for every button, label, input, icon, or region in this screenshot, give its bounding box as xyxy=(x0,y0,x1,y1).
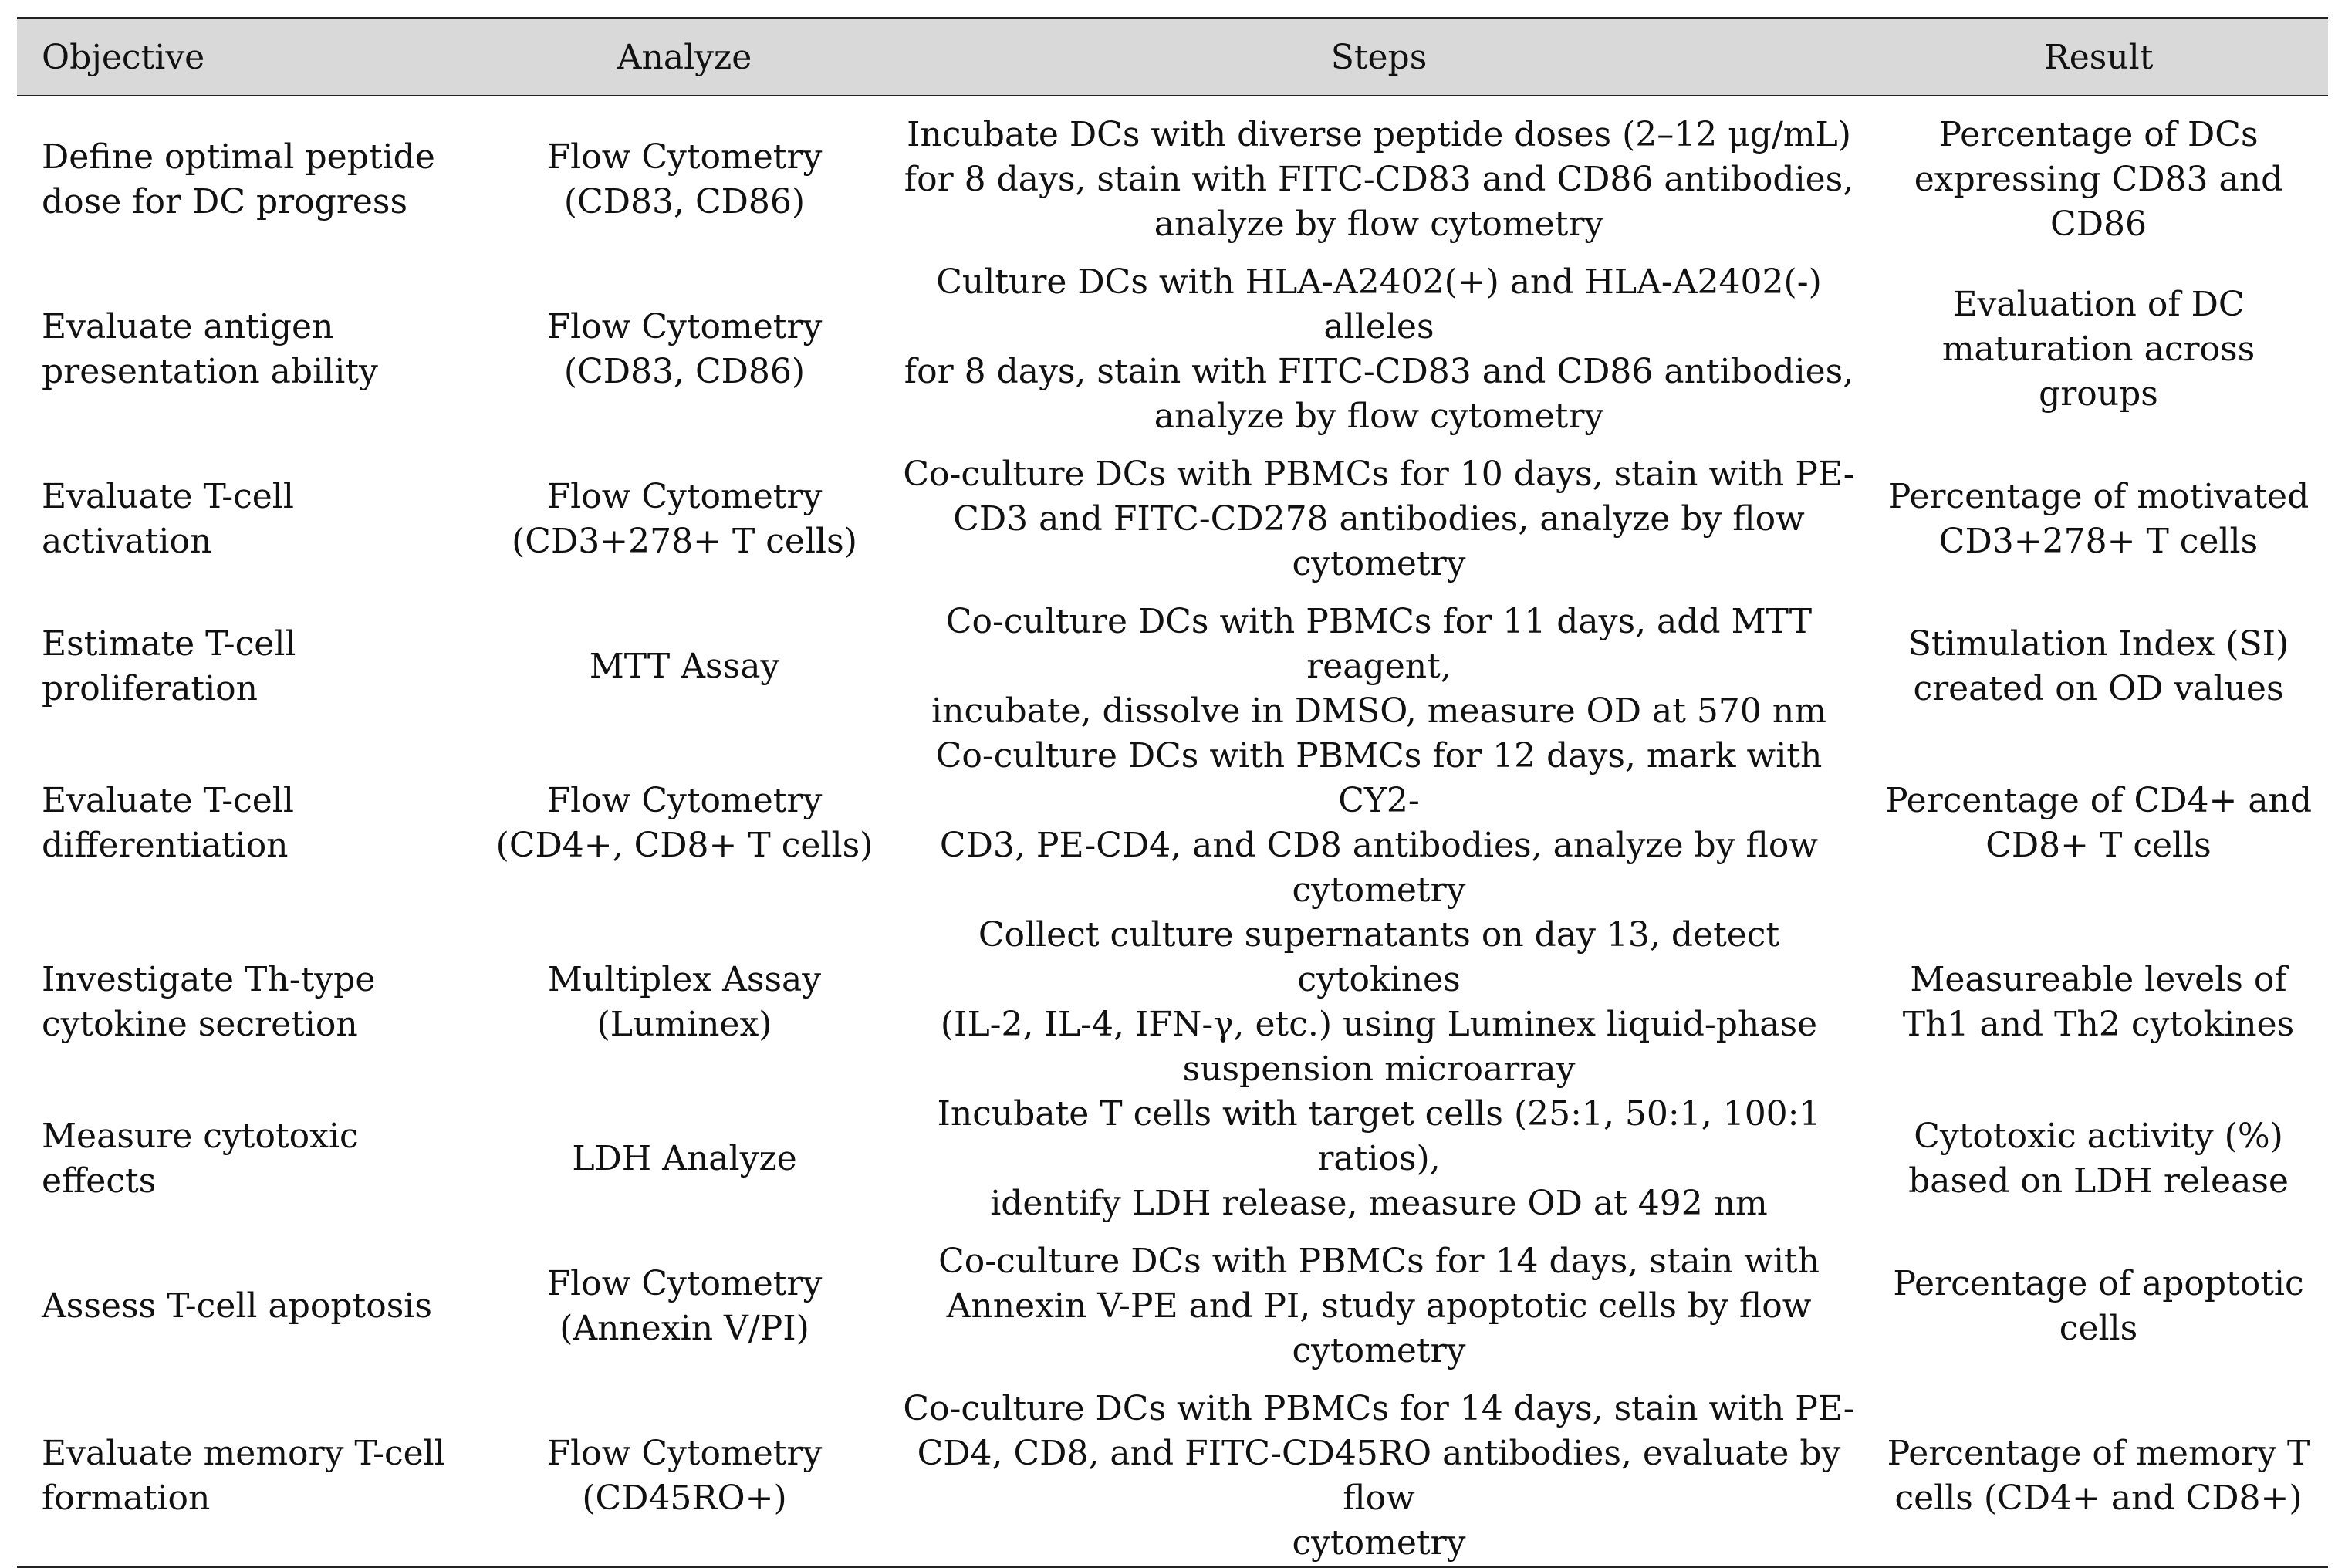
cell-result-line: based on LDH release xyxy=(1908,1161,2289,1201)
cell-objective-line: Evaluate antigen xyxy=(42,307,334,346)
cell-analyze xyxy=(480,96,889,260)
cell-objective xyxy=(17,1226,480,1387)
cell-objective-line: Measure cytotoxic xyxy=(42,1117,359,1156)
cell-analyze-line: (CD3+278+ T cells) xyxy=(512,522,857,561)
table-row xyxy=(17,913,2328,1092)
cell-analyze-line: LDH Analyze xyxy=(572,1139,797,1178)
table-row xyxy=(17,260,2328,439)
cell-analyze-line: Flow Cytometry xyxy=(546,477,823,516)
table-row xyxy=(17,96,2328,260)
cell-objective-line: Evaluate T-cell xyxy=(42,477,294,516)
cell-result-line: CD8+ T cells xyxy=(1985,826,2212,865)
cell-result-line: Stimulation Index (SI) xyxy=(1907,624,2289,664)
cell-steps-line: cytometry xyxy=(1292,544,1466,583)
cell-analyze xyxy=(480,1226,889,1387)
cell-steps xyxy=(889,913,1869,1092)
cell-result xyxy=(1869,96,2328,260)
cell-analyze-line: (Luminex) xyxy=(596,1005,772,1044)
cell-steps-line: Co-culture DCs with PBMCs for 14 days, stain with xyxy=(938,1242,1820,1281)
table-row xyxy=(17,439,2328,600)
cell-result-line: Percentage of memory T xyxy=(1887,1434,2310,1473)
cell-result xyxy=(1869,439,2328,600)
cell-objective xyxy=(17,96,480,260)
cell-objective-line: Estimate T-cell xyxy=(42,624,296,664)
cell-steps-line: CD3, PE-CD4, and CD8 antibodies, analyze by flow xyxy=(939,826,1819,865)
cell-analyze xyxy=(480,260,889,439)
cell-result xyxy=(1869,1387,2328,1567)
cell-result-line: maturation across xyxy=(1941,329,2255,369)
cell-steps-line: Co-culture DCs with PBMCs for 11 days, add MTT reagent, xyxy=(945,602,1813,686)
cell-result-line: Th1 and Th2 cytokines xyxy=(1902,1005,2295,1044)
cell-steps-line: suspension microarray xyxy=(1182,1049,1576,1089)
cell-result-line: cells xyxy=(2059,1309,2138,1348)
cell-objective xyxy=(17,600,480,734)
methods-table-container xyxy=(17,17,2328,1568)
cell-result-line: Cytotoxic activity (%) xyxy=(1914,1117,2283,1156)
cell-objective-line: effects xyxy=(42,1161,157,1201)
cell-analyze-line: Flow Cytometry xyxy=(546,781,823,820)
cell-steps-line: Incubate T cells with target cells (25:1, 50:1, 100:1 ratios), xyxy=(937,1094,1821,1178)
cell-objective xyxy=(17,1092,480,1226)
table-row xyxy=(17,1092,2328,1226)
header-steps: Steps xyxy=(1330,37,1428,77)
cell-result-line: created on OD values xyxy=(1913,669,2284,708)
cell-steps xyxy=(889,1226,1869,1387)
cell-result xyxy=(1869,1092,2328,1226)
cell-steps-line: Collect culture supernatants on day 13, detect cytokines xyxy=(978,915,1780,999)
cell-objective-line: differentiation xyxy=(42,826,289,865)
cell-steps-line: cytometry xyxy=(1292,1523,1466,1563)
cell-result-line: Measureable levels of xyxy=(1910,960,2287,999)
table-body xyxy=(17,96,2328,1567)
cell-steps xyxy=(889,439,1869,600)
cell-objective xyxy=(17,260,480,439)
cell-result xyxy=(1869,913,2328,1092)
cell-steps-line: Co-culture DCs with PBMCs for 14 days, stain with PE- xyxy=(903,1389,1855,1428)
header-objective: Objective xyxy=(42,37,205,77)
table-row xyxy=(17,1387,2328,1567)
cell-steps-line: cytometry xyxy=(1292,870,1466,910)
cell-steps-line: analyze by flow cytometry xyxy=(1154,397,1604,436)
cell-analyze-line: Flow Cytometry xyxy=(546,307,823,346)
cell-objective xyxy=(17,913,480,1092)
cell-steps-line: for 8 days, stain with FITC-CD83 and CD86 antibodies, xyxy=(904,160,1854,199)
cell-analyze-line: (Annexin V/PI) xyxy=(559,1309,809,1348)
cell-analyze-line: Multiplex Assay xyxy=(547,960,822,999)
cell-result-line: Percentage of CD4+ and xyxy=(1884,781,2313,820)
cell-steps-line: Incubate DCs with diverse peptide doses (2–12 μg/mL) xyxy=(907,115,1851,154)
cell-objective-line: Assess T-cell apoptosis xyxy=(42,1286,432,1326)
cell-objective xyxy=(17,1387,480,1567)
cell-steps-line: Annexin V-PE and PI, study apoptotic cells by flow xyxy=(946,1286,1812,1326)
cell-result xyxy=(1869,734,2328,913)
cell-result-line: cells (CD4+ and CD8+) xyxy=(1894,1478,2303,1518)
cell-result xyxy=(1869,600,2328,734)
cell-result-line: CD3+278+ T cells xyxy=(1938,522,2259,561)
cell-objective-line: activation xyxy=(42,522,212,561)
cell-analyze-line: MTT Assay xyxy=(589,647,780,686)
cell-result-line: expressing CD83 and xyxy=(1914,160,2283,199)
cell-objective xyxy=(17,439,480,600)
cell-objective-line: formation xyxy=(42,1478,211,1518)
cell-steps xyxy=(889,1387,1869,1567)
cell-analyze-line: (CD83, CD86) xyxy=(563,352,806,391)
cell-analyze-line: (CD83, CD86) xyxy=(563,182,806,221)
cell-steps-line: identify LDH release, measure OD at 492 nm xyxy=(990,1184,1768,1223)
cell-analyze xyxy=(480,734,889,913)
table-header-row xyxy=(17,19,2328,96)
cell-objective-line: dose for DC progress xyxy=(42,182,408,221)
table-row xyxy=(17,600,2328,734)
cell-analyze xyxy=(480,1092,889,1226)
cell-steps-line: CD3 and FITC-CD278 antibodies, analyze by flow xyxy=(953,499,1805,539)
cell-analyze-line: Flow Cytometry xyxy=(546,1264,823,1303)
cell-result xyxy=(1869,260,2328,439)
cell-result xyxy=(1869,1226,2328,1387)
cell-result-line: Evaluation of DC xyxy=(1952,285,2245,324)
cell-steps-line: CD4, CD8, and FITC-CD45RO antibodies, evaluate by flow xyxy=(917,1434,1841,1518)
cell-objective-line: Evaluate memory T-cell xyxy=(42,1434,445,1473)
cell-objective-line: Define optimal peptide xyxy=(42,137,435,177)
cell-steps-line: Co-culture DCs with PBMCs for 12 days, mark with CY2- xyxy=(935,736,1823,820)
cell-analyze-line: Flow Cytometry xyxy=(546,137,823,177)
cell-analyze xyxy=(480,439,889,600)
cell-analyze xyxy=(480,913,889,1092)
cell-objective-line: presentation ability xyxy=(42,352,378,391)
table-row xyxy=(17,1226,2328,1387)
cell-analyze-line: (CD4+, CD8+ T cells) xyxy=(495,826,873,865)
cell-steps-line: cytometry xyxy=(1292,1331,1466,1370)
header-analyze: Analyze xyxy=(617,37,752,77)
cell-steps-line: analyze by flow cytometry xyxy=(1154,204,1604,244)
header-result: Result xyxy=(2043,37,2154,77)
cell-result-line: CD86 xyxy=(2050,204,2147,244)
cell-steps xyxy=(889,260,1869,439)
cell-steps xyxy=(889,734,1869,913)
cell-analyze-line: (CD45RO+) xyxy=(582,1478,787,1518)
cell-result-line: Percentage of DCs xyxy=(1938,115,2259,154)
cell-objective-line: proliferation xyxy=(42,669,258,708)
table-row xyxy=(17,734,2328,913)
cell-steps xyxy=(889,96,1869,260)
cell-steps-line: Co-culture DCs with PBMCs for 10 days, stain with PE- xyxy=(903,455,1855,494)
cell-result-line: Percentage of apoptotic xyxy=(1893,1264,2304,1303)
methods-table xyxy=(17,17,2328,1568)
cell-steps-line: (IL-2, IL-4, IFN-γ, etc.) using Luminex liquid-phase xyxy=(940,1005,1818,1044)
cell-analyze xyxy=(480,600,889,734)
cell-analyze-line: Flow Cytometry xyxy=(546,1434,823,1473)
cell-objective-line: Investigate Th-type xyxy=(42,960,376,999)
cell-steps xyxy=(889,1092,1869,1226)
cell-objective-line: Evaluate T-cell xyxy=(42,781,294,820)
cell-result-line: groups xyxy=(2039,374,2158,414)
cell-objective-line: cytokine secretion xyxy=(42,1005,358,1044)
cell-objective xyxy=(17,734,480,913)
cell-result-line: Percentage of motivated xyxy=(1887,477,2310,516)
cell-steps xyxy=(889,600,1869,734)
cell-steps-line: Culture DCs with HLA-A2402(+) and HLA-A2402(-) alleles xyxy=(936,262,1822,346)
cell-steps-line: for 8 days, stain with FITC-CD83 and CD86 antibodies, xyxy=(904,352,1854,391)
cell-analyze xyxy=(480,1387,889,1567)
cell-steps-line: incubate, dissolve in DMSO, measure OD at 570 nm xyxy=(931,691,1826,731)
